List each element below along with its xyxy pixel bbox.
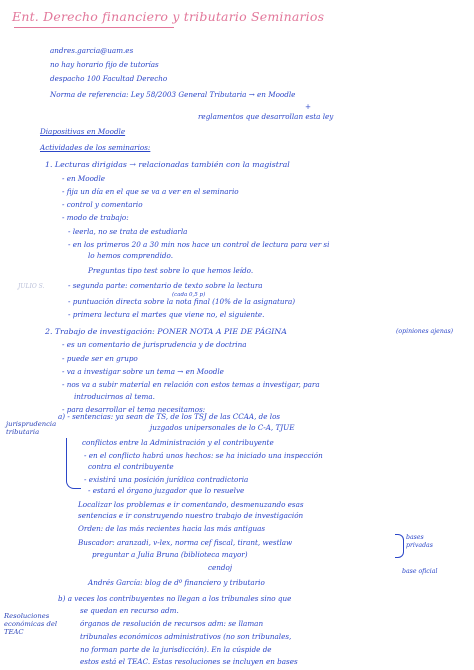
b-line: b) a veces los contribuyentes no llegan a los tribunales sino que [58, 594, 292, 603]
b-item: no forman parte de la jurisdicción). En la cúspide de [80, 645, 272, 654]
conflict-item: contra el contribuyente [88, 462, 174, 471]
cendoj-label: cendoj [208, 563, 233, 572]
search-line-2: preguntar a Julia Bruna (biblioteca mayor) [92, 550, 248, 559]
section2-item: - es un comentario de jurisprudencia y de doctrina [62, 340, 247, 349]
section2-paren: (opiniones ajenas) [396, 328, 454, 335]
blog-line: Andrés García: blog de dº financiero y tributario [88, 578, 265, 587]
section1-item: - puntuación directa sobre la nota final (10% de la asignatura) [68, 297, 296, 306]
section1-item: - fija un día en el que se va a ver en el seminario [62, 187, 239, 196]
section1-item: - en los primeros 20 a 30 min nos hace un control de lectura para ver si [68, 240, 330, 249]
section1-note: (cada 0,5 p) [172, 292, 206, 298]
private-bases-label: bases privadas [406, 534, 433, 549]
b-item: estos está el TEAC. Estas resoluciones se incluyen en bases [80, 657, 298, 666]
section1-item: - en Moodle [62, 174, 106, 183]
conflict-item: - existirá una posición jurídica contradictoria [84, 475, 249, 484]
section1-item: - primera lectura el martes que viene no, el siguiente. [68, 310, 265, 319]
b-line-2: se quedan en recurso adm. [80, 606, 179, 615]
sentences-line-2: juzgados unipersonales de lo C-A, TJUE [150, 423, 295, 432]
sentences-line: a) - sentencias: ya sean de TS, de los TSJ de las CCAA, de los [58, 412, 281, 421]
search-line: Buscador: aranzadi, v-lex, norma cef fiscal, tirant, westlaw [78, 538, 293, 547]
section1-item: Preguntas tipo test sobre lo que hemos leído. [88, 266, 254, 275]
section1-item: - leerla, no se trata de estudiarla [68, 227, 188, 236]
reference-norm-line: Norma de referencia: Ley 58/2003 General Tributaria → en Moodle [50, 90, 296, 99]
regulations-line: reglamentos que desarrollan esta ley [198, 112, 334, 121]
bracket-connector [66, 438, 81, 489]
conflict-item: - estará el órgano juzgador que lo resuelve [88, 486, 245, 495]
office-line: despacho 100 Facultad Derecho [50, 74, 168, 83]
email-line: andres.garcia@uam.es [50, 46, 134, 55]
b-item: tribunales económicos administrativos (no son tribunales, [80, 632, 292, 641]
margin-note-resolutions: Resoluciones económicas del TEAC [4, 612, 58, 636]
section1-item: lo hemos comprendido. [88, 251, 173, 260]
section2-item: - para desarrollar el tema necesitamos: [62, 405, 206, 414]
b-item: órganos de resolución de recursos adm: se llaman [80, 619, 264, 628]
schedule-line: no hay horario fijo de tutorías [50, 60, 159, 69]
section2-item: - nos va a subir material en relación con estos temas a investigar, para [62, 380, 320, 389]
section1-item: - control y comentario [62, 200, 143, 209]
bases-brace [395, 534, 404, 558]
section1-heading: 1. Lecturas dirigidas → relacionadas también con la magistral [45, 160, 290, 169]
section2-item: introducirnos al tema. [74, 392, 155, 401]
moodle-slides-line: Diapositivas en Moodle [40, 127, 126, 136]
official-base-label: base oficial [402, 568, 438, 575]
order-line: Orden: de las más recientes hacia las más antiguas [78, 524, 266, 533]
locate-line-2: sentencias e ir construyendo nuestro trabajo de investigación [78, 511, 304, 520]
section2-item: - puede ser en grupo [62, 354, 138, 363]
page-title: Ent. Derecho financiero y tributario Seminarios [12, 9, 325, 24]
section2-item: - va a investigar sobre un tema → en Moodle [62, 367, 224, 376]
stray-mark: JULIO S. [18, 283, 45, 290]
margin-note-jurisprudence: jurisprudencia tributaria [6, 420, 57, 436]
activities-heading: Actividades de los seminarios: [40, 143, 151, 152]
conflict-item: - en el conflicto habrá unos hechos: se ha iniciado una inspección [84, 451, 323, 460]
section2-heading: 2. Trabajo de investigación: PONER NOTA A PIE DE PÁGINA [45, 327, 287, 336]
title-underline [14, 27, 174, 28]
conflicts-line: conflictos entre la Administración y el contribuyente [82, 438, 274, 447]
section1-item: - modo de trabajo: [62, 213, 129, 222]
section1-item: - segunda parte: comentario de texto sobre la lectura [68, 281, 263, 290]
locate-line: Localizar los problemas e ir comentando, desmenuzando esas [78, 500, 304, 509]
plus-sign: + [305, 102, 312, 111]
